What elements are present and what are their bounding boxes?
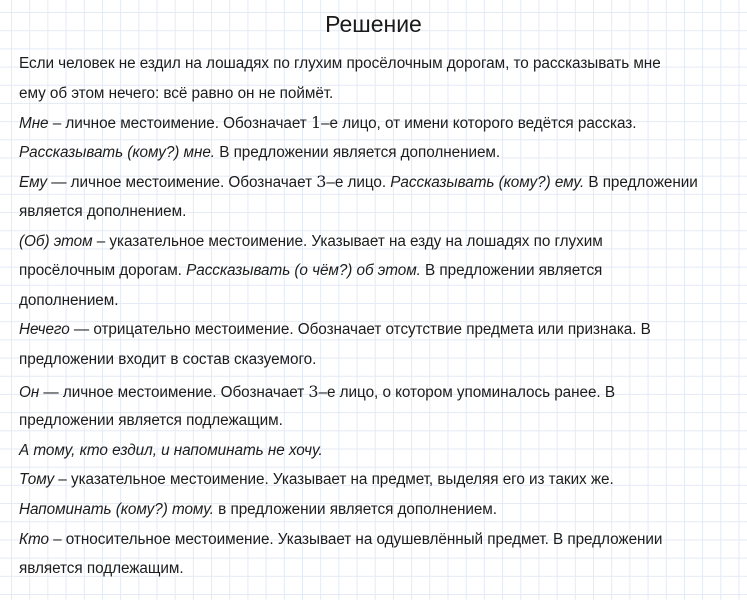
text: Если человек не ездил на лошадях по глухим просёлочным дорогам, то рассказывать мне bbox=[19, 55, 661, 72]
text: дополнением. bbox=[19, 291, 119, 309]
text: ему об этом нечего: всё равно он не поймёт. bbox=[19, 84, 334, 102]
text: — личное местоимение. Обозначает bbox=[39, 383, 309, 401]
example-phrase: Рассказывать (о чём?) об этом. bbox=[186, 262, 421, 280]
example-phrase: Рассказывать (кому?) мне. bbox=[19, 143, 216, 161]
term-ob-etom: (Об) этом bbox=[19, 232, 93, 250]
text: В предложении является дополнением. bbox=[215, 143, 501, 161]
text: предложении является подлежащим. bbox=[19, 412, 283, 430]
text: предложении входит в состав сказуемого. bbox=[19, 350, 317, 368]
text-line-8 bbox=[19, 256, 734, 286]
text: — отрицательно местоимение. Обозначает отсутствие предмета или признака. В bbox=[69, 321, 651, 339]
page-title: Решение bbox=[325, 11, 422, 37]
solution-body bbox=[19, 49, 734, 584]
text-line-11 bbox=[19, 345, 734, 375]
text-line-13 bbox=[19, 406, 734, 436]
text-line-9 bbox=[19, 286, 734, 316]
text-line-18 bbox=[19, 554, 734, 584]
text: –е лицо, о котором упоминалось ранее. В bbox=[318, 383, 615, 401]
term-emu: Ему bbox=[19, 174, 48, 192]
example-sentence: А тому, кто ездил, и напоминать не хочу. bbox=[19, 441, 323, 459]
math-number: 3 bbox=[308, 381, 319, 401]
math-number: 1 bbox=[310, 113, 322, 133]
text-line-17 bbox=[19, 525, 734, 555]
example-phrase: Рассказывать (кому?) ему. bbox=[390, 174, 585, 192]
text-line-4 bbox=[19, 138, 734, 168]
text-line-2 bbox=[19, 79, 734, 109]
text-line-12 bbox=[19, 377, 734, 407]
text-line-14 bbox=[19, 436, 734, 466]
text-line-7 bbox=[19, 227, 734, 257]
text: – указательное местоимение. Указывает на предмет, выделяя его из таких же. bbox=[54, 471, 614, 489]
text: – указательное местоимение. Указывает на езду на лошадях по глухим bbox=[92, 232, 603, 250]
text-line-16 bbox=[19, 495, 734, 525]
math-number: 3 bbox=[316, 172, 327, 192]
term-kto: Кто bbox=[19, 530, 49, 548]
text-line-6 bbox=[19, 197, 734, 227]
text: в предложении является дополнением. bbox=[213, 500, 497, 518]
text: –е лицо, от имени которого ведётся рассказ. bbox=[321, 115, 637, 133]
term-on: Он bbox=[19, 383, 40, 401]
text: – личное местоимение. Обозначает bbox=[48, 115, 311, 133]
text-line-3 bbox=[19, 108, 734, 138]
text: является дополнением. bbox=[19, 202, 187, 220]
text: является подлежащим. bbox=[19, 560, 184, 578]
text-line-5 bbox=[19, 167, 734, 197]
text-line-15 bbox=[19, 465, 734, 495]
text: — личное местоимение. Обозначает bbox=[47, 174, 317, 192]
example-phrase: Напоминать (кому?) тому. bbox=[19, 500, 214, 518]
text: просёлочным дорогам. bbox=[19, 262, 187, 280]
text-line-1 bbox=[19, 49, 734, 79]
text-line-10 bbox=[19, 315, 734, 345]
text: В предложении является bbox=[420, 262, 603, 280]
term-nechego: Нечего bbox=[19, 321, 70, 339]
text: В предложении bbox=[584, 174, 698, 192]
text: – относительное местоимение. Указывает на одушевлённый предмет. В предложении bbox=[48, 530, 663, 548]
term-tomu: Тому bbox=[19, 471, 55, 489]
term-mne: Мне bbox=[19, 115, 49, 133]
text: –е лицо. bbox=[326, 174, 391, 192]
